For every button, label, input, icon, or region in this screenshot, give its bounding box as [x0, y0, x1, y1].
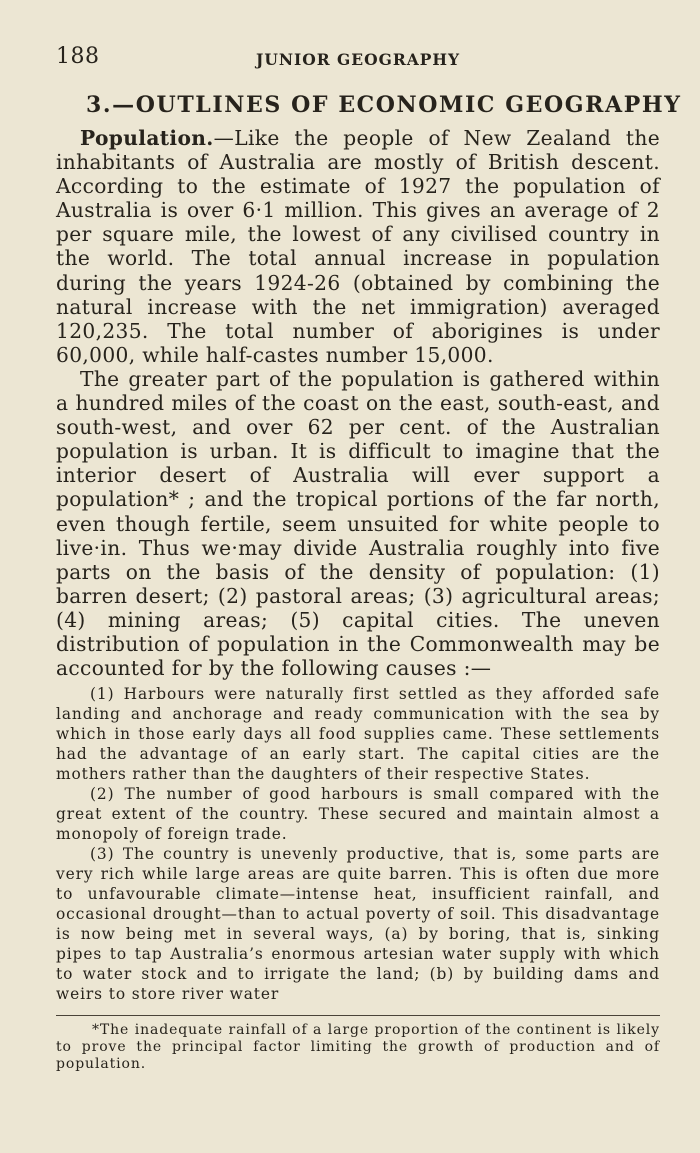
cause-2: (2) The number of good harbours is small compared with the great extent of the country. These secured and maintain almost a monopoly of foreign trade.	[56, 785, 660, 844]
population-paragraph	[56, 126, 660, 367]
cause-1: (1) Harbours were naturally first settled as they afforded safe landing and anchorage and ready communication with the sea by which in those early days all food supplies came. These settlements had the advantage of an early start. The capital cities are the mothers rather than the daughters of their respective States.	[56, 685, 660, 784]
main-text	[56, 126, 660, 680]
running-head: JUNIOR GEOGRAPHY	[256, 50, 461, 69]
population-heading: Population.	[80, 126, 214, 150]
distribution-paragraph: The greater part of the population is gathered within a hundred miles of the coast on the east, south-east, and south-west, and over 62 per cent. of the Australian population is urban. It is difficult to imagine that the interior desert of Australia will ever support a population* ; and the tropical portions of the far north, even though fertile, seem unsuited for white people to live·in. Thus we·may divide Australia roughly into five parts on the basis of the density of population: (1) barren desert; (2) pastoral areas; (3) agricultural areas; (4) mining areas; (5) capital cities. The uneven distribution of population in the Commonwealth may be accounted for by the following causes :—	[56, 366, 660, 681]
section-title: 3.—OUTLINES OF ECONOMIC GEOGRAPHY	[86, 92, 682, 118]
footnote: *The inadequate rainfall of a large proportion of the continent is likely to prove the principal factor limiting the growth of production and of population.	[56, 1022, 660, 1073]
population-text: —Like the people of New Zealand the inhabitants of Australia are mostly of British descent. According to the estimate of 1927 the population of Australia is over 6·1 million. This gives an average of 2 per square mile, the lowest of any civilised country in the world. The total annual increase in population during the years 1924-26 (obtained by combining the natural increase with the net immigration) averaged 120,235. The total number of aborigines is under 60,000, while half-castes number 15,000.	[56, 126, 660, 367]
page-number: 188	[56, 44, 100, 69]
page-header	[56, 44, 660, 78]
causes-list	[56, 684, 660, 1004]
footnote-rule	[56, 1015, 660, 1016]
cause-3: (3) The country is unevenly productive, that is, some parts are very rich while large areas are quite barren. This is often due more to unfavourable climate—intense heat, insufficient rainfall, and occasional drought—than to actual poverty of soil. This disadvantage is now being met in several ways, (a) by boring, that is, sinking pipes to tap Australia’s enormous artesian water supply with which to water stock and to irrigate the land; (b) by building dams and weirs to store river water	[56, 845, 660, 1004]
